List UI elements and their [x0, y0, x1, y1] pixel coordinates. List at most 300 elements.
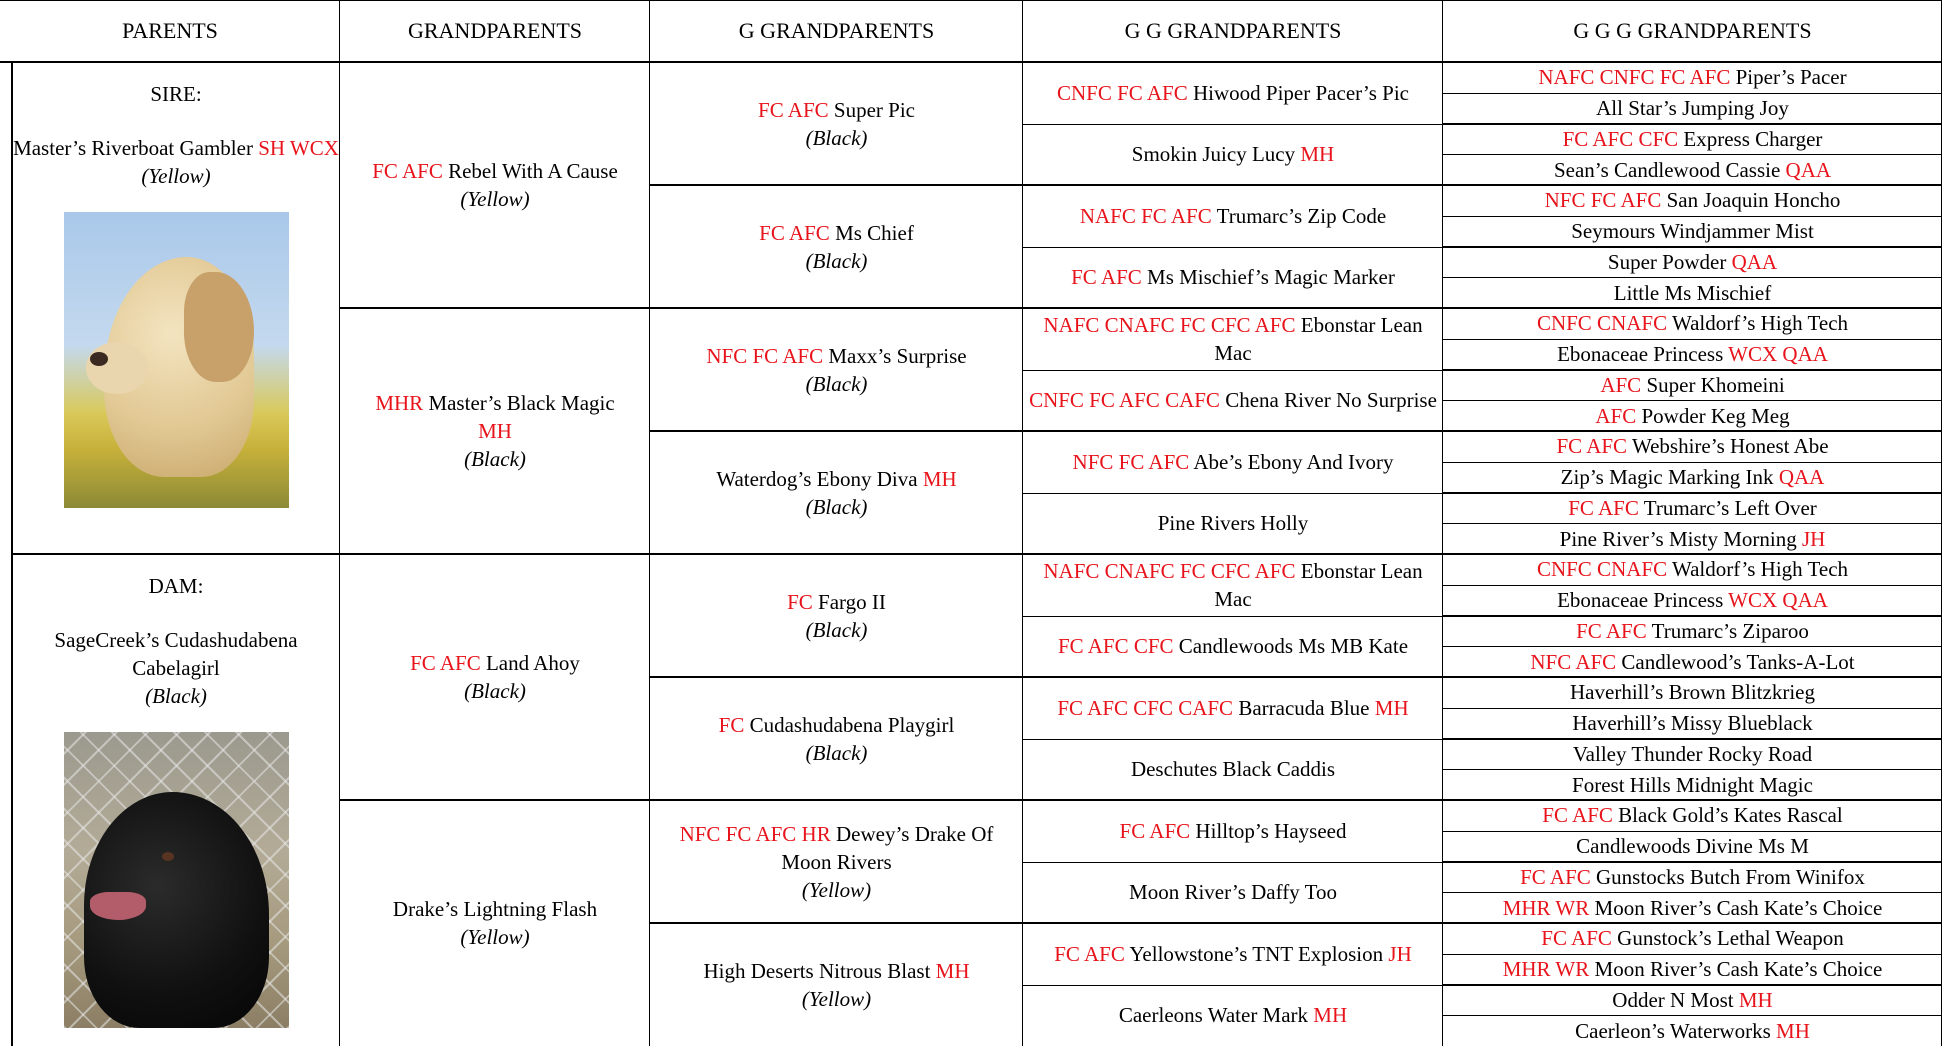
dog-titles: FC AFC [1071, 265, 1142, 290]
dog-titles: NFC AFC [1530, 649, 1617, 674]
row-divider [1443, 307, 1942, 309]
dog-name [410, 649, 580, 677]
dog-name [1612, 986, 1772, 1014]
row-divider [1443, 861, 1942, 863]
dog-suffix: QAA [1785, 157, 1832, 182]
dog-name-text: Land Ahoy [485, 651, 580, 675]
dog-name [662, 820, 1011, 876]
dog-name [1542, 801, 1842, 829]
row-divider [1443, 954, 1942, 955]
top-border [0, 0, 1942, 1]
dog-titles: CNFC FC AFC [1057, 80, 1188, 105]
pedigree-cell-ggg-grandparents [1443, 93, 1942, 124]
pedigree-cell-ggg-grandparents [1443, 831, 1942, 862]
dog-name [1537, 555, 1848, 583]
dog-suffix: QAA [1731, 249, 1778, 274]
coat-color: (Black) [145, 684, 207, 708]
row-divider [1443, 769, 1942, 770]
dog-titles: FC AFC [1568, 495, 1639, 520]
dog-name-text: Super Pic [833, 97, 915, 122]
dog-name-text: Pine Rivers Holly [1157, 511, 1309, 536]
dog-name [1132, 140, 1334, 168]
row-divider [1443, 676, 1942, 678]
row-divider [340, 553, 650, 555]
pedigree-cell-ggg-grandparents [1443, 616, 1942, 647]
coat-color: (Black) [805, 617, 868, 642]
dog-name-text: Sean’s Candlewood Cassie [1553, 157, 1781, 182]
dog-suffix: JH [1388, 941, 1412, 966]
dog-name-text: Powder Keg Meg [1641, 403, 1790, 428]
dog-name [1573, 740, 1812, 768]
dog-name [706, 342, 966, 370]
row-divider [1443, 93, 1942, 94]
dog-name-text: Express Charger [1683, 126, 1823, 151]
header-parents: PARENTS [122, 18, 218, 43]
dog-titles: CNFC CNAFC [1536, 311, 1668, 336]
dog-suffix: JH [1801, 526, 1826, 551]
pedigree-cell-ggg-grandparents [1443, 370, 1942, 401]
dog-name [1538, 63, 1846, 91]
pedigree-cell-gg-grandparents [1023, 431, 1443, 493]
pedigree-cell-gg-grandparents [1023, 985, 1443, 1046]
dog-name [1029, 557, 1437, 613]
row-divider [650, 307, 1023, 309]
pedigree-cell-parents [12, 62, 340, 554]
dog-name [1568, 494, 1817, 522]
dog-ear [184, 272, 254, 382]
dog-name [1576, 617, 1809, 645]
dog-titles: FC AFC [1520, 864, 1591, 889]
dog-name-text: Abe’s Ebony And Ivory [1193, 449, 1394, 474]
dog-name [1057, 694, 1408, 722]
dog-name [1057, 79, 1409, 107]
dog-name-text: Super Powder [1607, 249, 1727, 274]
dog-name-text: Black Gold’s Kates Rascal [1618, 803, 1843, 828]
row-divider [1443, 831, 1942, 832]
dog-suffix: MH [1776, 1018, 1810, 1043]
pedigree-cell-gg-grandparents [1023, 923, 1443, 985]
coat-color: (Yellow) [460, 925, 530, 949]
dog-name [1556, 432, 1828, 460]
row-divider [1443, 492, 1942, 494]
dog-titles: NFC FC AFC [1544, 188, 1662, 213]
dog-name-text: Caerleon’s Waterworks [1575, 1018, 1771, 1043]
coat-color: (Yellow) [460, 187, 530, 211]
dog-name [1080, 202, 1386, 230]
row-divider [1443, 462, 1942, 463]
row-divider [1443, 984, 1942, 986]
coat-color: (Yellow) [801, 877, 872, 902]
row-divider [1023, 307, 1443, 309]
row-divider [12, 553, 340, 555]
dog-name [1572, 771, 1813, 799]
pedigree-cell-ggg-grandparents [1443, 523, 1942, 554]
dog-titles: FC AFC [1576, 618, 1647, 643]
row-divider [1443, 369, 1942, 371]
dog-titles: NFC FC AFC [1072, 449, 1190, 474]
dog-name-text: Valley Thunder Rocky Road [1572, 741, 1813, 766]
pedigree-cell-great-grandparents [650, 431, 1023, 554]
dog-name [393, 895, 597, 923]
pedigree-cell-gg-grandparents [1023, 862, 1443, 924]
pedigree-cell-great-grandparents [650, 308, 1023, 431]
dog-titles: FC AFC CFC CAFC [1057, 695, 1234, 720]
dog-name [1541, 924, 1843, 952]
row-divider [340, 799, 650, 801]
dog-suffix: MH [1738, 987, 1773, 1012]
dog-titles: FC AFC [1556, 434, 1628, 459]
dog-name [13, 134, 339, 162]
coat-color: (Yellow) [141, 164, 211, 188]
pedigree-cell-great-grandparents [650, 923, 1023, 1046]
row-divider [1023, 430, 1443, 432]
dog-titles: FC AFC [758, 97, 829, 122]
dog-name [1570, 678, 1815, 706]
row-divider [650, 430, 1023, 432]
dog-suffix: MH [1313, 1003, 1348, 1028]
pedigree-cell-ggg-grandparents [1443, 554, 1942, 585]
pedigree-cell-ggg-grandparents [1443, 185, 1942, 216]
dog-name-text: Trumarc’s Zip Code [1216, 203, 1387, 228]
pedigree-cell-great-grandparents [650, 677, 1023, 800]
dog-name [1563, 125, 1823, 153]
dog-name-text: Waldorf’s High Tech [1671, 557, 1849, 582]
dog-titles: MHR WR [1502, 957, 1590, 982]
dog-titles: FC AFC [1542, 803, 1613, 828]
pedigree-cell-gg-grandparents [1023, 308, 1443, 370]
dog-suffix: WCX QAA [1728, 588, 1828, 613]
dog-name-text: High Deserts Nitrous Blast [703, 958, 931, 983]
dog-name [1614, 279, 1771, 307]
pedigree-cell-ggg-grandparents [1443, 62, 1942, 93]
header-gg-grandparents: G G GRANDPARENTS [1124, 18, 1342, 43]
pedigree-cell-ggg-grandparents [1443, 400, 1942, 431]
coat-color: (Black) [805, 494, 868, 519]
dog-suffix: MH [478, 419, 512, 443]
dog-name [787, 588, 886, 616]
dog-name-text: Moon River’s Cash Kate’s Choice [1594, 957, 1883, 982]
row-divider [1443, 339, 1942, 340]
row-divider [1443, 400, 1942, 401]
row-divider [1443, 799, 1942, 801]
row-divider [650, 922, 1023, 924]
dog-name-text: Maxx’s Surprise [828, 343, 967, 368]
pedigree-cell-gg-grandparents [1023, 554, 1443, 616]
dog-name [1557, 340, 1828, 368]
dog-name-text: Pine River’s Misty Morning [1559, 526, 1797, 551]
dog-titles: FC [787, 589, 813, 614]
pedigree-cell-gg-grandparents [1023, 370, 1443, 432]
dog-titles: CNFC CNAFC [1536, 557, 1668, 582]
pedigree-cell-great-grandparents [650, 554, 1023, 677]
dog-titles: NAFC CNAFC FC CFC AFC [1043, 558, 1296, 583]
pedigree-cell-grandparents [340, 62, 650, 308]
row-divider [1023, 862, 1443, 863]
pedigree-cell-gg-grandparents [1023, 739, 1443, 801]
row-divider [1023, 124, 1443, 125]
dog-titles: CNFC FC AFC CAFC [1029, 388, 1220, 413]
pedigree-cell-ggg-grandparents [1443, 462, 1942, 493]
dog-name-text: Fargo II [818, 589, 886, 614]
dog-name-text: Ebonaceae Princess [1557, 588, 1724, 613]
row-divider [1443, 154, 1942, 155]
dog-name-text: Little Ms Mischief [1613, 280, 1772, 305]
dog-name-text: Candlewood’s Tanks-A-Lot [1621, 649, 1855, 674]
dog-name-text: Waldorf’s High Tech [1671, 311, 1849, 336]
row-divider [650, 184, 1023, 186]
row-divider [1443, 708, 1942, 709]
dog-name [1503, 894, 1883, 922]
pedigree-cell-ggg-grandparents [1443, 739, 1942, 770]
dog-name-text: Deschutes Black Caddis [1130, 757, 1336, 782]
pedigree-cell-grandparents [340, 554, 650, 800]
dog-name [758, 96, 915, 124]
dog-mouth [90, 892, 146, 920]
row-divider [1443, 585, 1942, 586]
dog-name [372, 157, 618, 185]
dog-name [1119, 1001, 1347, 1029]
dog-titles: FC AFC [1054, 941, 1125, 966]
pedigree-cell-ggg-grandparents [1443, 769, 1942, 800]
dog-name [1120, 817, 1347, 845]
dog-name-text: Haverhill’s Missy Blueblack [1572, 711, 1813, 736]
column-divider [649, 0, 650, 1046]
dog-name-text: Drake’s Lightning Flash [392, 897, 598, 921]
pedigree-cell-gg-grandparents [1023, 185, 1443, 247]
row-divider [1023, 370, 1443, 371]
dog-name [1058, 632, 1408, 660]
dog-suffix: SH WCX [258, 136, 339, 160]
row-divider [1023, 247, 1443, 248]
dog-suffix: MH [922, 466, 957, 491]
row-divider [1443, 123, 1942, 125]
dog-name-text: All Star’s Jumping Joy [1596, 96, 1789, 121]
coat-color: (Black) [805, 125, 868, 150]
dog-name [719, 711, 955, 739]
pedigree-cell-ggg-grandparents [1443, 493, 1942, 524]
pedigree-cell-ggg-grandparents [1443, 862, 1942, 893]
row-divider [1443, 430, 1942, 432]
dog-titles: MHR [375, 391, 424, 415]
header-great-grandparents: G GRANDPARENTS [738, 18, 935, 43]
dog-titles: MHR WR [1502, 895, 1590, 920]
dog-name [1158, 509, 1309, 537]
dog-name [1600, 371, 1784, 399]
dog-name-text: Candlewoods Divine Ms M [1576, 834, 1809, 859]
pedigree-cell-ggg-grandparents [1443, 339, 1942, 370]
dog-titles: NAFC FC AFC [1079, 203, 1212, 228]
dog-name [759, 219, 914, 247]
dog-name-text: San Joaquin Honcho [1666, 188, 1841, 213]
pedigree-cell-ggg-grandparents [1443, 800, 1942, 831]
dog-name [1572, 709, 1812, 737]
dog-name [1054, 940, 1412, 968]
dog-name-text: Webshire’s Honest Abe [1631, 434, 1829, 459]
dog-name [1575, 1017, 1810, 1045]
row-divider [1443, 553, 1942, 555]
dog-eye [162, 852, 174, 861]
dog-titles: FC AFC [372, 159, 443, 183]
dog-titles: FC [718, 712, 745, 737]
black-labrador-photo [64, 732, 289, 1028]
pedigree-cell-ggg-grandparents [1443, 954, 1942, 985]
dog-name-text: Piper’s Pacer [1735, 65, 1847, 90]
dog-name-text: Waterdog’s Ebony Diva [716, 466, 918, 491]
pedigree-cell-great-grandparents [650, 800, 1023, 923]
row-divider [1443, 216, 1942, 217]
dog-titles: FC AFC CFC [1057, 634, 1174, 659]
dog-name-text: Smokin Juicy Lucy [1131, 142, 1296, 167]
column-divider [339, 0, 340, 1046]
dog-titles: AFC [1595, 403, 1637, 428]
dog-name [1029, 386, 1437, 414]
header-grandparents: GRANDPARENTS [407, 18, 582, 43]
pedigree-cell-ggg-grandparents [1443, 1015, 1942, 1046]
pedigree-cell-ggg-grandparents [1443, 985, 1942, 1016]
dog-name [1596, 94, 1789, 122]
dog-titles: FC AFC [759, 220, 830, 245]
dog-name-text: Hiwood Piper Pacer’s Pic [1193, 80, 1409, 105]
dog-name-text: Haverhill’s Brown Blitzkrieg [1570, 680, 1815, 705]
dog-name-text: Moon River’s Cash Kate’s Choice [1594, 895, 1883, 920]
pedigree-cell-ggg-grandparents [1443, 308, 1942, 339]
row-divider [1023, 553, 1443, 555]
dog-name-text: Master’s Riverboat Gambler [13, 136, 253, 160]
pedigree-cell-ggg-grandparents [1443, 247, 1942, 278]
coat-color: (Black) [464, 679, 526, 703]
dog-name [1595, 402, 1789, 430]
dog-name [1073, 448, 1394, 476]
row-divider [1023, 922, 1443, 924]
dog-name [1520, 863, 1865, 891]
pedigree-cell-ggg-grandparents [1443, 892, 1942, 923]
dog-name [1530, 648, 1854, 676]
coat-color: (Yellow) [801, 986, 872, 1011]
row-divider [1443, 246, 1942, 248]
dog-name-text: Chena River No Surprise [1225, 388, 1437, 413]
row-divider [1443, 523, 1942, 524]
dog-name-text: Candlewoods Ms MB Kate [1178, 634, 1409, 659]
row-divider [650, 553, 1023, 555]
dog-suffix: MH [935, 958, 970, 983]
dog-titles: NAFC CNFC FC AFC [1538, 65, 1731, 90]
column-divider [1022, 0, 1023, 1046]
dog-name-text: Caerleons Water Mark [1118, 1003, 1309, 1028]
pedigree-cell-ggg-grandparents [1443, 154, 1942, 185]
dog-name-text: Dewey’s Drake Of Moon Rivers [781, 821, 994, 874]
row-divider [340, 307, 650, 309]
dog-name-text: Ebonstar Lean Mac [1214, 312, 1423, 365]
parent-role: DAM: [148, 574, 204, 598]
pedigree-cell-ggg-grandparents [1443, 677, 1942, 708]
pedigree-cell-grandparents [340, 800, 650, 1046]
pedigree-cell-grandparents [340, 308, 650, 554]
header-ggg-grandparents: G G G GRANDPARENTS [1573, 18, 1812, 43]
pedigree-cell-gg-grandparents [1023, 493, 1443, 555]
dog-name-text: Seymours Windjammer Mist [1571, 219, 1814, 244]
dog-suffix: WCX QAA [1728, 342, 1828, 367]
dog-name [1071, 263, 1395, 291]
coat-color: (Black) [464, 447, 526, 471]
dog-name-text: Ebonstar Lean Mac [1214, 558, 1423, 611]
pedigree-cell-ggg-grandparents [1443, 923, 1942, 954]
dog-name-text: Barracuda Blue [1238, 695, 1370, 720]
row-divider [1023, 676, 1443, 678]
dog-titles: AFC [1600, 372, 1642, 397]
left-border [11, 62, 13, 1046]
dog-name [1545, 186, 1841, 214]
dog-name-text: Yellowstone’s TNT Explosion [1129, 941, 1384, 966]
dog-suffix: QAA [1778, 465, 1825, 490]
dog-name [716, 465, 956, 493]
dog-name [1560, 525, 1826, 553]
dog-name [1561, 463, 1825, 491]
dog-name [358, 389, 632, 445]
dog-suffix: MH [1300, 142, 1335, 167]
dog-name [1576, 832, 1809, 860]
dog-name-text: Trumarc’s Ziparoo [1651, 618, 1809, 643]
dog-name-text: Gunstock’s Lethal Weapon [1617, 926, 1844, 951]
dog-name [1571, 217, 1814, 245]
pedigree-cell-ggg-grandparents [1443, 585, 1942, 616]
row-divider [650, 676, 1023, 678]
coat-color: (Black) [805, 371, 868, 396]
row-divider [1443, 277, 1942, 278]
pedigree-cell-gg-grandparents [1023, 62, 1443, 124]
parent-role: SIRE: [150, 82, 202, 106]
dog-name-text: Odder N Most [1612, 987, 1734, 1012]
pedigree-cell-ggg-grandparents [1443, 708, 1942, 739]
dog-name-text: Gunstocks Butch From Winifox [1596, 864, 1865, 889]
row-divider [1443, 184, 1942, 186]
row-divider [1023, 739, 1443, 740]
coat-color: (Black) [805, 740, 868, 765]
dog-titles: NFC FC AFC [706, 343, 824, 368]
pedigree-cell-ggg-grandparents [1443, 646, 1942, 677]
row-divider [1023, 616, 1443, 617]
dog-name-text: SageCreek’s Cudashudabena Cabelagirl [54, 628, 298, 680]
row-divider [1443, 1015, 1942, 1016]
dog-name [1129, 878, 1337, 906]
row-divider [1023, 493, 1443, 494]
pedigree-cell-ggg-grandparents [1443, 216, 1942, 247]
pedigree-cell-gg-grandparents [1023, 616, 1443, 678]
pedigree-cell-gg-grandparents [1023, 124, 1443, 186]
dog-name [1557, 586, 1828, 614]
dog-name-text: Ms Chief [835, 220, 914, 245]
header-divider [0, 61, 1942, 63]
coat-color: (Black) [805, 248, 868, 273]
dog-name [1537, 309, 1848, 337]
dog-name [704, 957, 970, 985]
dog-name [1608, 248, 1777, 276]
row-divider [1443, 922, 1942, 924]
dog-name-text: Super Khomeini [1646, 372, 1785, 397]
dog-titles: FC AFC [1119, 818, 1191, 843]
dog-titles: FC AFC [410, 651, 481, 675]
row-divider [1443, 738, 1942, 740]
dog-name [1029, 311, 1437, 367]
dog-muzzle [86, 342, 148, 394]
dog-name-text: Master’s Black Magic [428, 391, 615, 415]
dog-suffix: MH [1374, 695, 1409, 720]
dog-titles: NFC FC AFC HR [679, 821, 831, 846]
dog-name [12, 626, 340, 682]
dog-titles: FC AFC [1541, 926, 1612, 951]
dog-titles: FC AFC CFC [1562, 126, 1679, 151]
dog-titles: NAFC CNAFC FC CFC AFC [1043, 312, 1296, 337]
dog-name-text: Zip’s Magic Marking Ink [1560, 465, 1774, 490]
